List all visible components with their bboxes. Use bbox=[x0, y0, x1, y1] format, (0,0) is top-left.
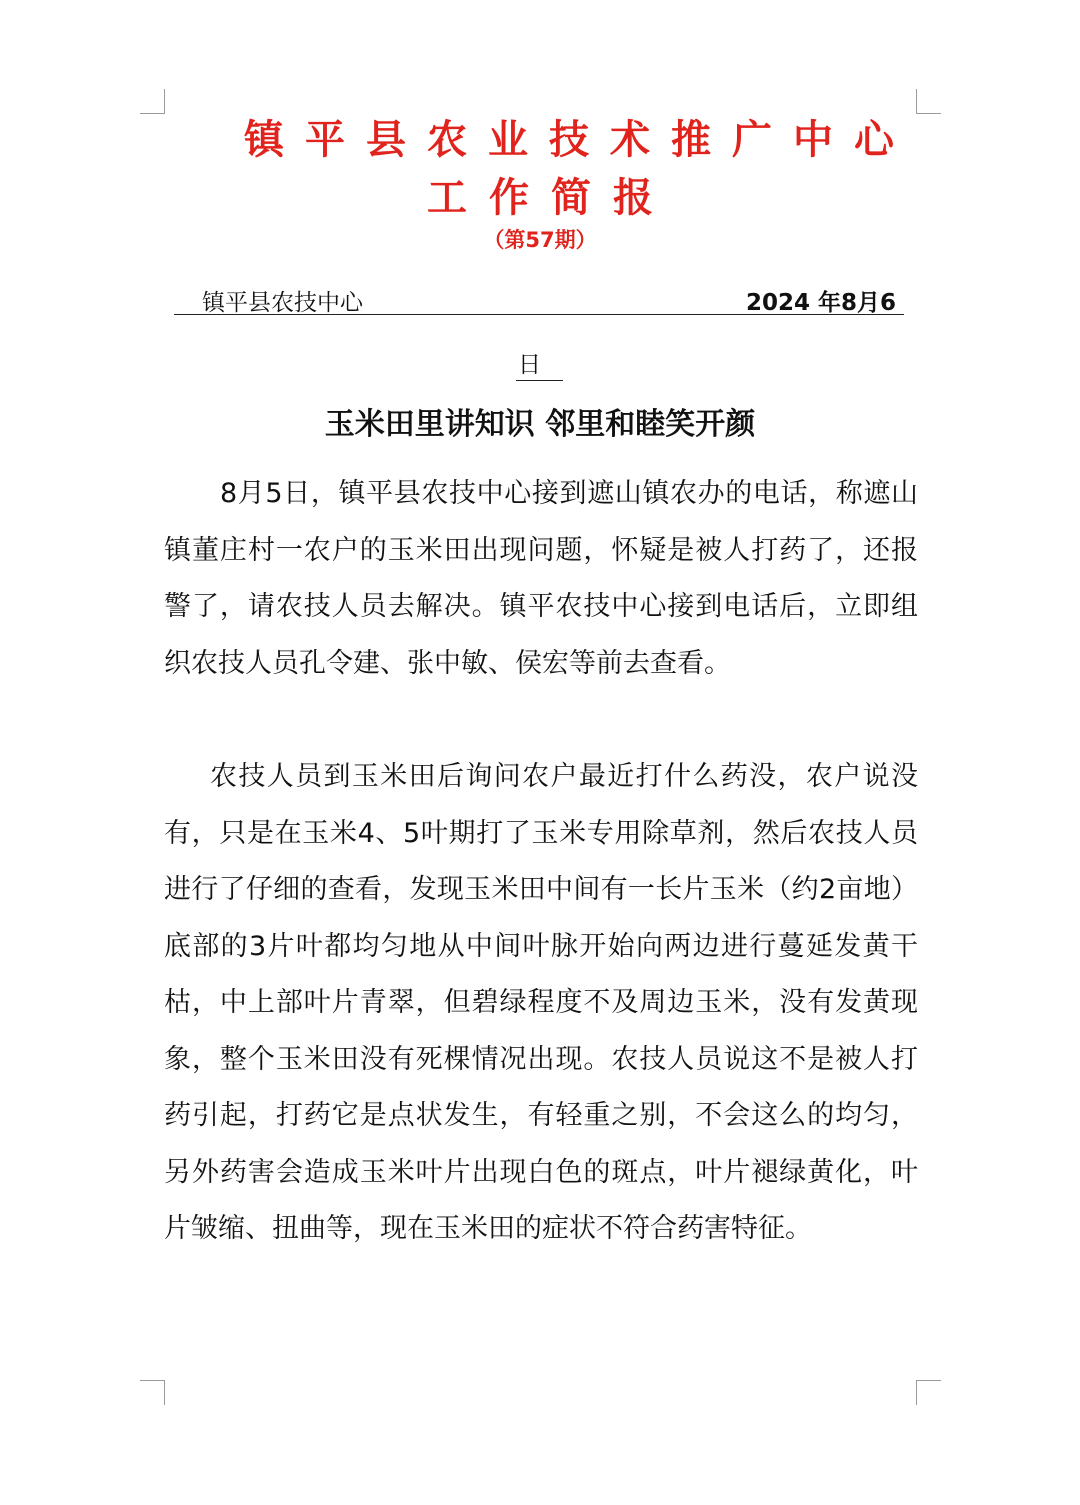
header-divider bbox=[174, 314, 904, 315]
bulletin-subtitle: 工作简报 bbox=[427, 175, 675, 221]
issue-number: （第57期） bbox=[483, 228, 597, 252]
corner-mark-bottom-right bbox=[916, 1380, 941, 1405]
issue-date: 2024 年8月6 bbox=[746, 290, 897, 316]
article-paragraph-1: 8月5日，镇平县农技中心接到遮山镇农办的电话，称遮山镇董庄村一农户的玉米田出现问题，怀疑是被人打药了，还报警了，请农技人员去解决。镇平农技中心接到电话后，立即组织农技人员孔令建、张中敏、侯宏等前去查看。 bbox=[164, 478, 918, 679]
corner-mark-top-left bbox=[140, 89, 165, 114]
article-paragraph-2: 农技人员到玉米田后询问农户最近打什么药没，农户说没有，只是在玉米4、5叶期打了玉米专用除草剂，然后农技人员进行了仔细的查看，发现玉米田中间有一长片玉米（约2亩地）底部的3片叶都均匀地从中间叶脉开始向两边进行蔓延发黄干枯，中上部叶片青翠，但碧绿程度不及周边玉米，没有发黄现象，整个玉米田没有死棵情况出现。农技人员说这不是被人打药引起，打药它是点状发生，有轻重之别，不会这么的均匀，另外药害会造成玉米叶片出现白色的斑点，叶片褪绿黄化，叶片皱缩、扭曲等，现在玉米田的症状不符合药害特征。 bbox=[164, 761, 918, 1244]
article-title: 玉米田里讲知识 邻里和睦笑开颜 bbox=[324, 407, 756, 442]
corner-mark-bottom-left bbox=[140, 1380, 165, 1405]
bulletin-org-title: 镇平县农业技术推广中心 bbox=[244, 117, 915, 163]
corner-mark-top-right bbox=[916, 89, 941, 114]
issue-date-tail: 日 bbox=[516, 350, 563, 381]
issuing-organization: 镇平县农技中心 bbox=[202, 290, 363, 316]
